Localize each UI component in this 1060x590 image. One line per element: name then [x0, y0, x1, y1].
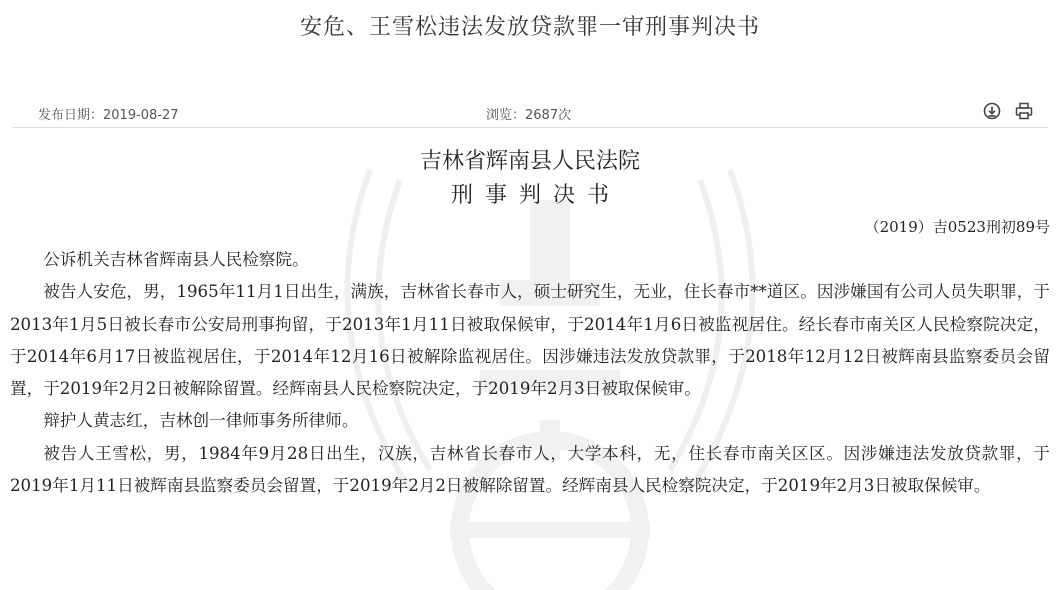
- case-number: （2019）吉0523刑初89号: [864, 218, 1050, 236]
- view-count: 浏览：2687次: [486, 108, 572, 123]
- print-icon[interactable]: [1014, 101, 1034, 121]
- download-icon[interactable]: [982, 101, 1002, 121]
- paragraph-defendant-an-wei: 被告人安危，男，1965年11月1日出生，满族，吉林省长春市人，硕士研究生，无业，住长春市**道区。因涉嫌国有公司人员失职罪，于2013年1月5日被长春市公安局刑事拘留，于2013年1月11日被取保候审，于2014年1月6日被监视居住。经长春市南关区人民检察院决定，于2014年6月17日被监视居住，于2014年12月16日被解除监视居住。因涉嫌违法发放贷款罪，于2018年12月12日被辉南县监察委员会留置，于2019年2月2日被解除留置。经辉南县人民检察院决定，于2019年2月3日被取保候审。: [10, 282, 1050, 399]
- court-name: 吉林省辉南县人民法院: [419, 149, 640, 174]
- judgment-body: [10, 244, 1050, 502]
- meta-bar: [12, 95, 1048, 128]
- document-type: 刑事判决书: [450, 183, 621, 208]
- meta-actions: [982, 101, 1034, 121]
- paragraph-prosecutor: 公诉机关吉林省辉南县人民检察院。: [43, 250, 309, 269]
- paragraph-defendant-wang-xuesong: 被告人王雪松，男，1984年9月28日出生，汉族，吉林省长春市人，大学本科，无，住长春市南关区区。因涉嫌违法发放贷款罪，于2019年1月11日被辉南县监察委员会留置，于2019年2月2日被解除留置。经辉南县人民检察院决定，于2019年2月3日被取保候审。: [10, 443, 1050, 496]
- paragraph-defense-counsel: 辩护人黄志红，吉林创一律师事务所律师。: [43, 411, 359, 431]
- document-title: 安危、王雪松违法发放贷款罪一审刑事判决书: [299, 15, 760, 40]
- publish-date: 发布日期：2019-08-27: [38, 108, 179, 123]
